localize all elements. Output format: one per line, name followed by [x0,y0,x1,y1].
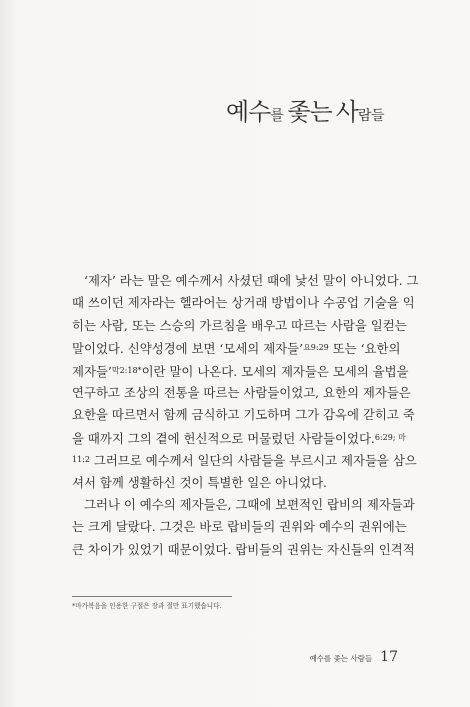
body-text [72,270,419,561]
footnote: *마가복음을 인용한 구절은 장과 절만 표기했습니다. [72,602,222,610]
text-line: 그러나 이 예수의 제자들은, 그때에 보편적인 랍비의 제자들과 [84,496,415,512]
scripture-reference: 6:29; 마 [374,432,406,442]
text-line: 큰 차이가 있었기 때문이었다. 랍비들의 권위는 자신들의 인격적 [72,541,415,557]
text-line: ‘제자’ 라는 말은 예수께서 사셨던 때에 낯선 말이 아니었다. 그 [84,273,419,288]
text-line [72,427,406,449]
scripture-reference: 요9:29 [303,343,329,353]
page-number: 17 [380,649,398,665]
text-line: 연구하고 조상의 전통을 따르는 사람들이었고, 요한의 제자들은 [72,384,411,400]
chapter-title-part: 를 [270,108,284,124]
paragraph [72,270,419,494]
text-line: 는 크게 달랐다. 그것은 바로 랍비들의 권위와 예수의 권위에는 [72,519,407,535]
text-line [72,360,409,382]
paragraph [72,494,415,561]
chapter-title-part: 람들 [357,108,384,124]
scripture-reference: 11:2 [72,455,90,465]
chapter-title-part: 좇는 [287,98,332,126]
text-line: 히는 사람, 또는 스승의 가르침을 배우고 따르는 사람을 일컫는 [72,317,407,333]
chapter-title [226,92,384,127]
text-line: 셔서 함께 생활하신 것이 특별한 일은 아니었다. [72,474,327,490]
chapter-title-part: 예수 [225,98,271,126]
line-text: 제자들’ [72,363,112,379]
running-title: 예수를 좇는 사람들 [309,654,373,663]
chapter-title-part: 사 [335,98,358,126]
line-text: 을 때까지 그의 곁에 헌신적으로 머물렀던 사람들이었다. [72,430,375,446]
line-text: 말이었다. 신약성경에 보면 ‘모세의 제자들’ [72,341,304,357]
line-text: 이란 말이 나온다. 모세의 제자들은 모세의 율법을 [141,363,409,379]
footnote-divider [72,596,232,597]
text-line [72,449,417,471]
text-line [72,337,400,359]
page-footer [309,649,398,665]
line-text: 그러므로 예수께서 일단의 사람들을 부르시고 제자들을 삼으 [89,453,417,469]
text-line: 때 쓰이던 제자라는 헬라어는 상거래 방법이나 수공업 기술을 익 [72,295,415,311]
text-line: 요한을 따르면서 함께 금식하고 기도하며 그가 감옥에 갇히고 죽 [72,407,415,423]
line-text: 또는 ‘요한의 [328,341,401,357]
scripture-reference: 막2:18* [111,365,142,375]
